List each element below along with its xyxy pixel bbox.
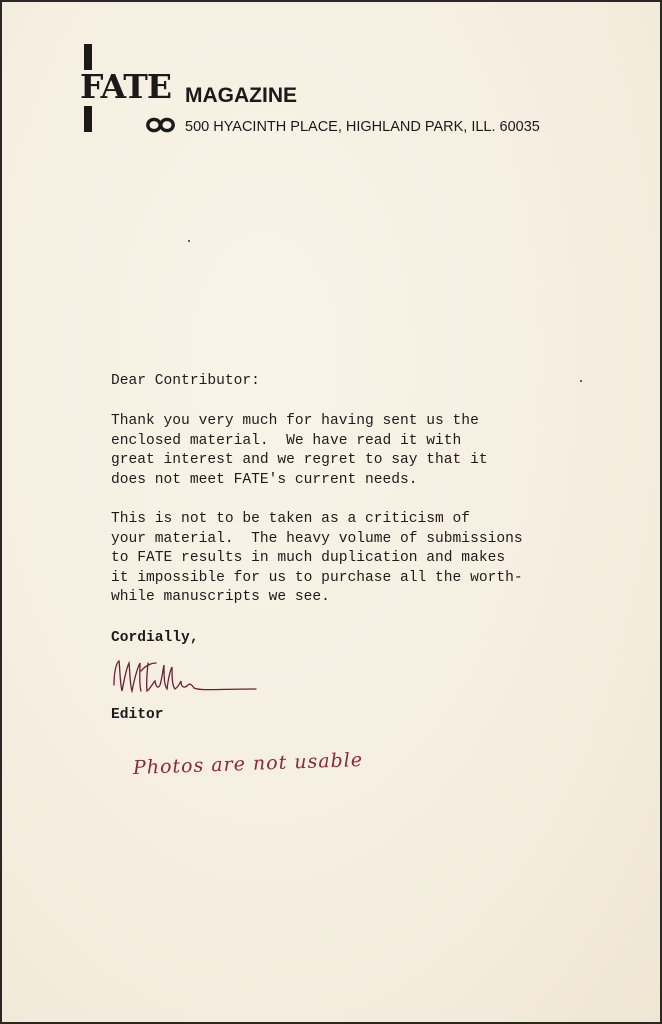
infinity-logo-icon (146, 117, 176, 133)
paper-speck (188, 240, 190, 242)
signature-image (110, 655, 270, 705)
logo-bar-bottom (84, 106, 92, 132)
paragraph-2: This is not to be taken as a criticism of your material. The heavy volume of submissions to FATE results in much duplication and makes it impossible for us to purchase all the worth- while manuscripts we see. (111, 511, 523, 606)
salutation: Dear Contributor: (111, 373, 260, 389)
paper-speck (580, 380, 582, 382)
signer-title: Editor (111, 707, 164, 723)
magazine-label: MAGAZINE (185, 84, 297, 107)
address-line: 500 HYACINTH PLACE, HIGHLAND PARK, ILL. 60035 (185, 119, 540, 135)
closing: Cordially, (111, 630, 199, 646)
logo-fate: FATE (80, 67, 172, 106)
paragraph-1: Thank you very much for having sent us the enclosed material. We have read it with great interest and we regret to say that it does not meet FATE's current needs. (111, 413, 488, 488)
handwritten-note: Photos are not usable (132, 748, 364, 779)
